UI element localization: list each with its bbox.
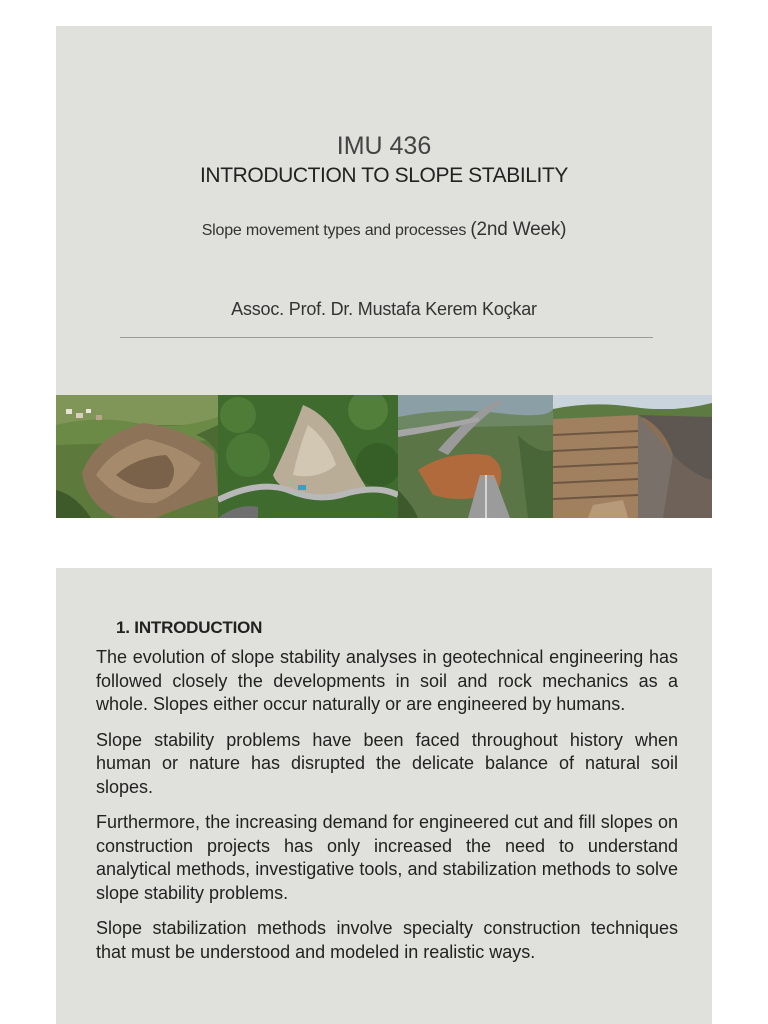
paragraph-3: Furthermore, the increasing demand for engineered cut and fill slopes on construction projects has only increased the need to understand analytical methods, investigative tools, and stabilization methods to solve slope stability problems. bbox=[96, 812, 678, 903]
paragraph-1: The evolution of slope stability analyses in geotechnical engineering has followed closely the developments in soil and rock mechanics as a whole. Slopes either occur naturally or are engineered by humans. bbox=[96, 647, 678, 714]
paragraph-2: Slope stability problems have been faced throughout history when human or nature has disrupted the delicate balance of natural soil slopes. bbox=[96, 729, 678, 797]
landslide-photo-4 bbox=[553, 395, 712, 518]
section-title: 1. INTRODUCTION bbox=[116, 618, 263, 637]
paragraph-4: Slope stabilization methods involve specialty construction techniques that must be understood and modeled in realistic ways. bbox=[96, 918, 678, 962]
subtitle-week: (2nd Week) bbox=[470, 219, 567, 240]
landslide-photo-strip bbox=[56, 395, 712, 518]
title-slide bbox=[56, 26, 712, 518]
body-text bbox=[96, 646, 678, 976]
landslide-photo-1 bbox=[56, 395, 218, 518]
landslide-photo-3 bbox=[398, 395, 553, 518]
author-name: Assoc. Prof. Dr. Mustafa Kerem Koçkar bbox=[231, 299, 537, 319]
subtitle-main: Slope movement types and processes bbox=[201, 222, 471, 239]
divider bbox=[120, 337, 653, 338]
landslide-photo-2 bbox=[218, 395, 398, 518]
slide-subtitle bbox=[56, 219, 712, 241]
course-code: IMU 436 bbox=[336, 132, 432, 160]
introduction-slide bbox=[56, 568, 712, 1024]
course-title: INTRODUCTION TO SLOPE STABILITY bbox=[200, 164, 568, 187]
